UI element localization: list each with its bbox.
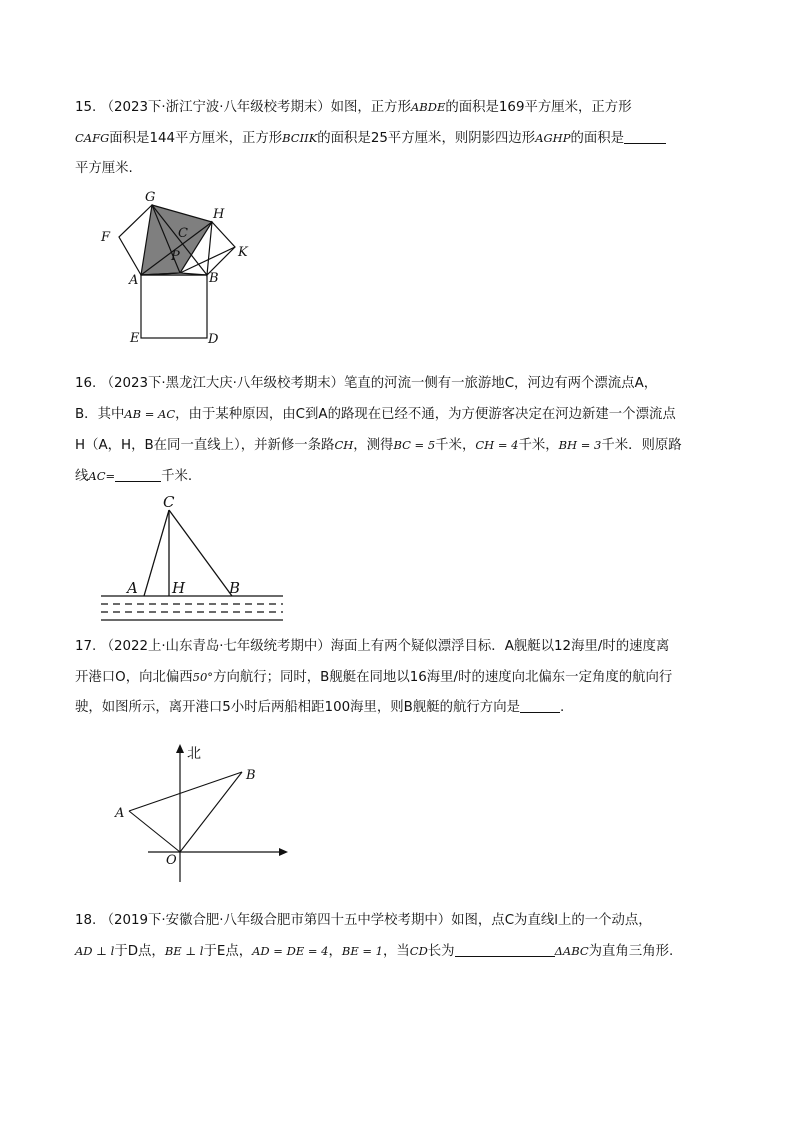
- north-arrow-head: [176, 744, 184, 753]
- label-K: K: [238, 245, 248, 260]
- question-number: 15.: [75, 100, 97, 115]
- question-number: 18.: [75, 913, 97, 928]
- label-A: A: [127, 579, 138, 597]
- math-expression: ABDE: [410, 100, 446, 114]
- math-expression: AC=: [88, 469, 116, 483]
- math-expression: CAFG: [75, 131, 110, 145]
- math-expression: ΔABC: [554, 944, 589, 958]
- question-line: CAFG面积是144平方厘米，正方形BCIIK的面积是25平方厘米，则阴影四边形AGHP的面积是: [75, 123, 735, 154]
- math-expression: BC = 5: [393, 438, 436, 452]
- question-line: 15. （2023下·浙江宁波·八年级校考期末）如图，正方形ABDE的面积是169平方厘米，正方形: [75, 100, 632, 115]
- label-B: B: [246, 768, 256, 783]
- label-O: O: [166, 853, 177, 868]
- question-source: （2023下·黑龙江大庆·八年级校考期末）: [100, 376, 345, 391]
- question-line: 平方厘米.: [75, 161, 133, 176]
- question-source: （2022上·山东青岛·七年级统考期中）: [100, 639, 331, 654]
- label-B: B: [209, 271, 219, 286]
- segment-OA: [129, 811, 180, 852]
- segment-OB: [180, 772, 242, 852]
- answer-blank: [455, 942, 555, 957]
- math-expression: AB = AC: [124, 407, 176, 421]
- question-18: [75, 906, 735, 967]
- label-P: P: [171, 249, 180, 264]
- question-number: 16.: [75, 376, 97, 391]
- label-H: H: [213, 207, 225, 222]
- question-line: 线AC= 千米.: [75, 469, 193, 484]
- segment-AB: [129, 772, 242, 811]
- math-expression: 50°: [192, 670, 214, 684]
- question-line: 18. （2019下·安徽合肥·八年级合肥市第四十五中学校考期中）如图，点C为直线l上的一个动点，: [75, 913, 652, 928]
- math-expression: BH = 3: [558, 438, 602, 452]
- question-line: AD ⊥ l于D点，BE ⊥ l于E点，AD = DE = 4，BE = 1，当CD长为 ΔABC为直角三角形.: [75, 944, 674, 959]
- north-label: 北: [187, 746, 201, 762]
- question-line: 16. （2023下·黑龙江大庆·八年级校考期末）笔直的河流一侧有一旅游地C，河边有两个漂流点A，: [75, 376, 658, 391]
- math-expression: CD: [409, 944, 428, 958]
- label-F: F: [101, 230, 111, 245]
- label-C: C: [163, 493, 175, 511]
- question-line: 17. （2022上·山东青岛·七年级统考期中）海面上有两个疑似漂浮目标．A舰艇以12海里/时的速度离: [75, 639, 670, 654]
- label-A: A: [129, 273, 139, 288]
- math-expression: BCIIK: [282, 131, 318, 145]
- label-E: E: [130, 331, 140, 346]
- question-line: 驶，如图所示，离开港口5小时后两船相距100海里，则B舰艇的航行方向是 .: [75, 700, 565, 715]
- math-expression: AD = DE = 4: [252, 944, 329, 958]
- question-source: （2023下·浙江宁波·八年级校考期末）: [100, 100, 331, 115]
- math-expression: AGHP: [535, 131, 571, 145]
- label-H: H: [172, 579, 186, 597]
- math-expression: BE ⊥ l: [164, 944, 204, 958]
- label-G: G: [145, 190, 156, 205]
- question-number: 17.: [75, 639, 97, 654]
- math-expression: CH: [334, 438, 354, 452]
- question-line: 开港口O，向北偏西50°方向航行；同时，B舰艇在同地以16海里/时的速度向北偏东一定角度的航向行: [75, 670, 673, 685]
- label-C: C: [178, 226, 188, 241]
- label-A: A: [115, 806, 125, 821]
- math-expression: BE = 1: [341, 944, 383, 958]
- east-arrow-head: [279, 848, 288, 856]
- label-B: B: [229, 579, 241, 597]
- question-source: （2019下·安徽合肥·八年级合肥市第四十五中学校考期中）: [100, 913, 452, 928]
- math-expression: CH = 4: [475, 438, 519, 452]
- math-expression: AD ⊥ l: [75, 944, 115, 958]
- question-line: B．其中AB = AC，由于某种原因，由C到A的路现在已经不通，为方便游客决定在河边新建一个漂流点: [75, 407, 676, 422]
- question-line: H（A，H，B在同一直线上），并新修一条路CH，测得BC = 5千米，CH = 4千米，BH = 3千米．则原路: [75, 438, 682, 453]
- label-D: D: [208, 332, 219, 347]
